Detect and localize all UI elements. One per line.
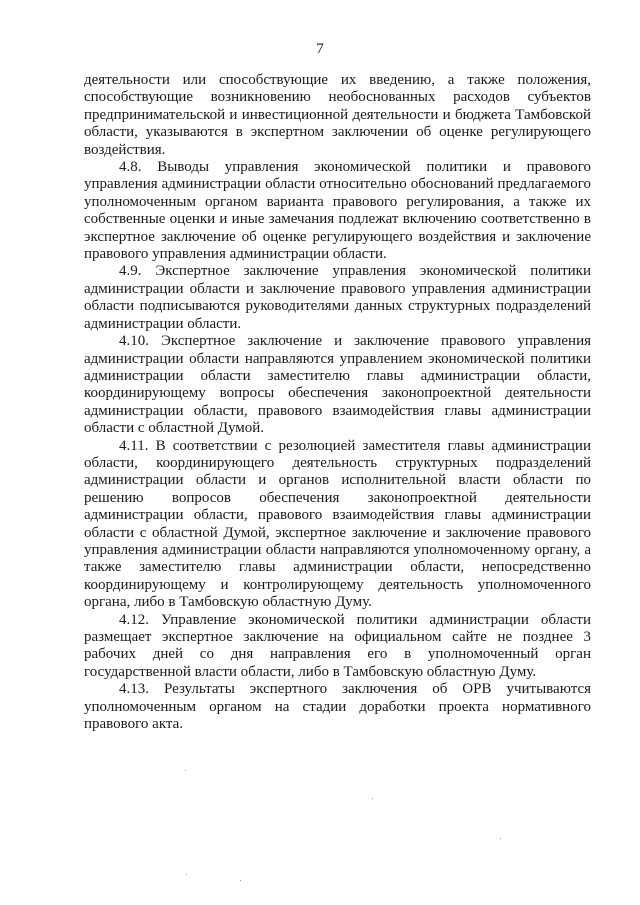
paragraph-4-12: 4.12. Управление экономической политики администрации области размещает экспертное заключение на официальном сайте не позднее 3 рабочих дней со дня направления его в уполномоченный орган государственной власти области, либо в Тамбовскую областную Думу.	[84, 611, 591, 680]
scan-speck	[372, 798, 373, 799]
paragraph-4-8: 4.8. Выводы управления экономической политики и правового управления администрации области относительно обоснований предлагаемого уполномоченным органом варианта правового регулирования, а также их собственные оценки и иные замечания подлежат включению соответственно в экспертное заключение об оценке регулирующего воздействия и заключение правового управления администрации области.	[84, 159, 591, 263]
paragraph-4-11: 4.11. В соответствии с резолюцией заместителя главы администрации области, координирующего деятельность структурных подразделений администрации области и органов исполнительной власти области по решению вопросов обеспечения законопроектной деятельности администрации области, правового взаимодействия главы администрации области с областной Думой, экспертное заключение и заключение правового управления администрации области направляются уполномоченному органу, а также заместителю главы администрации области, непосредственно координирующему и контролирующему деятельность уполномоченного органа, либо в Тамбовскую областную Думу.	[84, 437, 591, 611]
scan-speck	[240, 880, 241, 881]
scan-speck	[185, 770, 186, 771]
paragraph-4-7-continuation: деятельности или способствующие их введению, а также положения, способствующие возникновению необоснованных расходов субъектов предпринимательской и инвестиционной деятельности и бюджета Тамбовской области, указываются в экспертном заключении об оценке регулирующего воздействия.	[84, 72, 591, 158]
scan-speck	[186, 874, 187, 875]
paragraph-4-13: 4.13. Результаты экспертного заключения об ОРВ учитываются уполномоченным органом на стадии доработки проекта нормативного правового акта.	[84, 681, 591, 733]
document-body	[84, 72, 591, 733]
paragraph-4-9: 4.9. Экспертное заключение управления экономической политики администрации области и заключение правового управления администрации области подписываются руководителями данных структурных подразделений администрации области.	[84, 263, 591, 332]
paragraph-4-10: 4.10. Экспертное заключение и заключение правового управления администрации области направляются управлением экономической политики администрации области заместителю главы администрации области, координирующему вопросы обеспечения законопроектной деятельности администрации области, правового взаимодействия главы администрации области с областной Думой.	[84, 333, 591, 437]
scan-speck	[500, 838, 501, 839]
page-number: 7	[316, 41, 324, 57]
